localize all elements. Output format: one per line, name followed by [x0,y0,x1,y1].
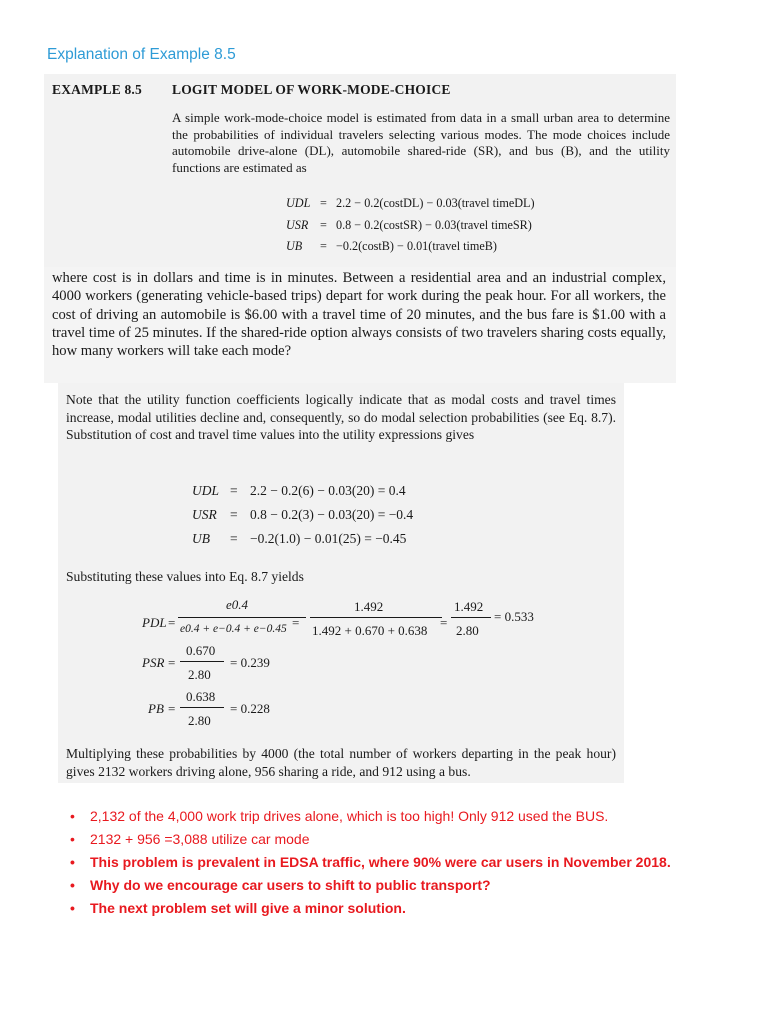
problem-paragraph: where cost is in dollars and time is in minutes. Between a residential area and an industrial complex, 4000 workers (generating vehicle-based trips) depart for work during the peak hour. For all workers, the cost of driving an automobile is $6.00 with a travel time of 20 minutes, and the bus fare is $1.00 with a travel time of 25 minutes. If the shared-ride option always consists of two travelers sharing costs equally, how many workers will take each mode? [52,270,666,360]
equation-lhs: USR [286,218,309,232]
utility-equation-dl [286,196,535,211]
equals-sign: = [168,615,176,630]
equation-rhs: −0.2(costB) − 0.01(travel timeB) [336,239,497,253]
pb-numerator: 0.638 [186,689,216,704]
utility-equation-b [286,239,497,254]
equation-lhs: USR [192,507,217,522]
fraction-bar [180,661,224,662]
psr-denominator: 2.80 [188,667,211,682]
pdl-denominator-2: 1.492 + 0.670 + 0.638 [312,623,428,638]
pdl-numerator: e0.4 [226,597,249,612]
pdl-result: = 0.533 [494,609,534,624]
equation-operator: = [230,507,238,522]
equation-operator: = [230,531,238,546]
page-heading: Explanation of Example 8.5 [47,46,236,63]
equation-lhs: UB [192,531,210,546]
equation-lhs: UDL [286,196,311,210]
equals-sign: = [440,615,448,630]
example-label: EXAMPLE 8.5 [52,82,142,97]
substituted-equation-dl [192,483,406,499]
equation-operator: = [320,218,327,232]
pb-label: PB [148,701,164,716]
solution-intro-paragraph: Note that the utility function coefficients logically indicate that as modal costs and travel times increase, modal utilities decline and, consequently, so do modal selection probabilities (see Eq. 8.7). Substitution of cost and travel time values into the utility expressions gives [66,392,616,442]
note-item: • Why do we encourage car users to shift to public transport? [70,875,750,898]
fraction-bar [451,617,491,618]
pb-result: = 0.228 [230,701,270,716]
example-statement-scan [44,74,676,267]
equation-rhs: 2.2 − 0.2(costDL) − 0.03(travel timeDL) [336,196,535,210]
equation-rhs: 2.2 − 0.2(6) − 0.03(20) = 0.4 [250,483,406,498]
pdl-numerator-3: 1.492 [454,599,484,614]
equation-rhs: 0.8 − 0.2(costSR) − 0.03(travel timeSR) [336,218,532,232]
fraction-bar [310,617,442,618]
equals-sign: = [292,615,300,630]
equation-operator: = [320,196,327,210]
example-intro-paragraph: A simple work-mode-choice model is estimated from data in a small urban area to determine the probabilities of individual travelers selecting various modes. The mode choices include automobile drive-alone (DL), automobile shared-ride (SR), and bus (B), and the utility functions are estimated as [172,110,670,175]
pdl-denominator: e0.4 + e−0.4 + e−0.45 [180,623,287,635]
solution-scan [58,383,624,783]
substituted-equation-sr [192,507,413,523]
utility-equation-sr [286,218,532,233]
conclusion-paragraph: Multiplying these probabilities by 4000 (the total number of workers departing in the peak hour) gives 2132 workers driving alone, 956 sharing a ride, and 912 using a bus. [66,746,616,779]
fraction-bar [180,707,224,708]
equation-lhs: UB [286,239,303,253]
pdl-denominator-3: 2.80 [456,623,479,638]
substituting-text: Substituting these values into Eq. 8.7 yields [66,569,304,584]
equals-sign: = [168,701,176,716]
psr-result: = 0.239 [230,655,270,670]
equation-rhs: −0.2(1.0) − 0.01(25) = −0.45 [250,531,407,546]
psr-label: PSR [142,655,165,670]
example-title: LOGIT MODEL OF WORK-MODE-CHOICE [172,82,451,97]
note-item: • This problem is prevalent in EDSA traffic, where 90% were car users in November 2018. [70,852,750,875]
equation-rhs: 0.8 − 0.2(3) − 0.03(20) = −0.4 [250,507,414,522]
pdl-numerator-2: 1.492 [354,599,384,614]
problem-statement-scan [44,267,676,383]
notes-list [70,806,750,921]
substituted-equation-b [192,531,406,547]
pb-denominator: 2.80 [188,713,211,728]
note-item: • The next problem set will give a minor solution. [70,898,750,921]
equation-lhs: UDL [192,483,220,498]
pdl-label: PDL [142,615,167,630]
note-item: • 2,132 of the 4,000 work trip drives alone, which is too high! Only 912 used the BUS. [70,806,750,829]
fraction-bar [178,617,306,618]
equation-operator: = [230,483,238,498]
equation-operator: = [320,239,327,253]
equals-sign: = [168,655,176,670]
psr-numerator: 0.670 [186,643,216,658]
note-item: • 2132 + 956 =3,088 utilize car mode [70,829,750,852]
